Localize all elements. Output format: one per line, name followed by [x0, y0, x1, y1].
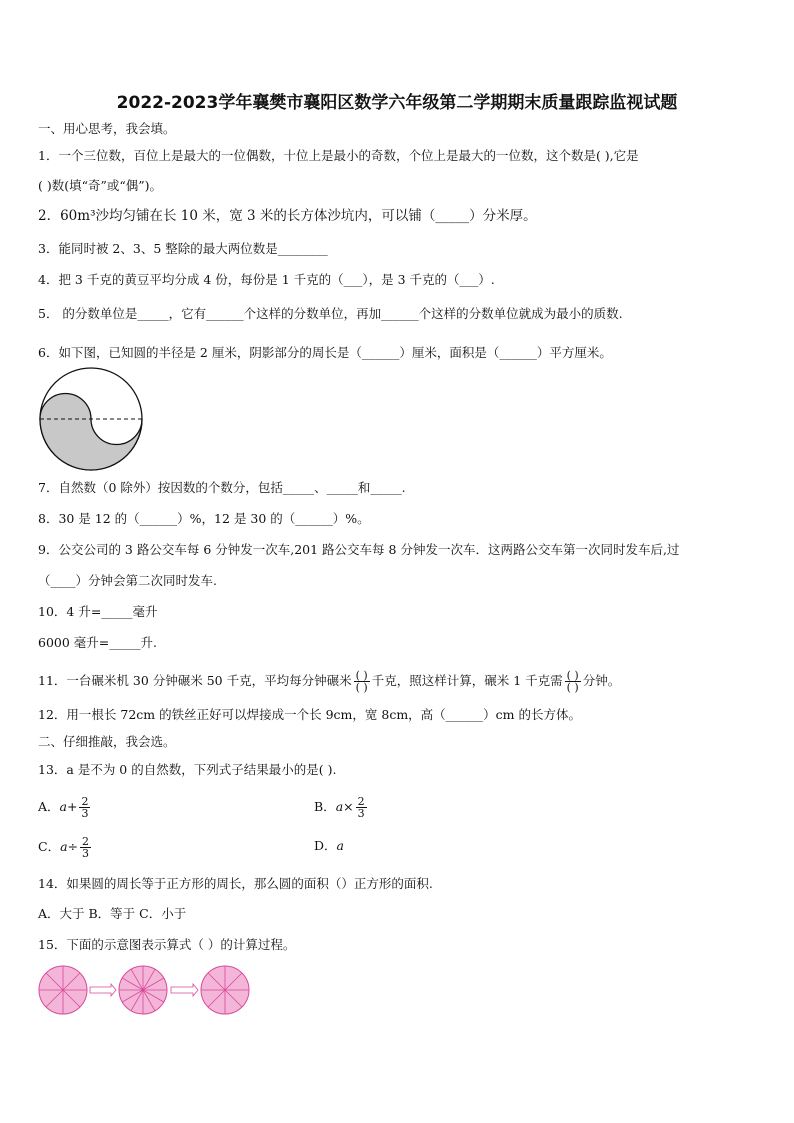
question-12: 12．用一根长 72cm 的铁丝正好可以焊接成一个长 9cm，宽 8cm，高（______）cm 的长方体。 — [38, 707, 582, 722]
question-11-text-2: 千克，照这样计算，碾米 1 千克需 — [371, 673, 563, 688]
question-6: 6．如下图，已知圆的半径是 2 厘米，阴影部分的周长是（______）厘米，面积是（______）平方厘米。 — [38, 345, 612, 360]
option-13-c — [38, 836, 93, 859]
question-2: 2．60m³沙均匀铺在长 10 米，宽 3 米的长方体沙坑内，可以铺（_____）分米厚。 — [38, 208, 537, 224]
arrow-right-icon — [90, 984, 116, 996]
option-b-expr: a× — [335, 799, 354, 814]
option-d-label: D． — [314, 838, 337, 853]
fraction-blank-1-num: ( ) — [355, 669, 368, 682]
option-b-den: 3 — [357, 807, 365, 820]
question-5: 5． 的分数单位是_____，它有______个这样的分数单位，再加______个这样的分数单位就成为最小的质数. — [38, 306, 623, 321]
option-c-den: 3 — [82, 847, 90, 860]
option-c-expr: a÷ — [60, 839, 79, 854]
option-a-label: A． — [38, 799, 60, 814]
fraction-blank-1 — [354, 670, 370, 693]
option-13-d — [314, 838, 344, 854]
question-4: 4．把 3 千克的黄豆平均分成 4 份，每份是 1 千克的（___），是 3 千克的（___）. — [38, 272, 495, 287]
section-2-heading: 二、仔细推敲，我会选。 — [38, 734, 176, 749]
arrow-right-icon — [171, 984, 198, 996]
option-a-num: 2 — [81, 795, 89, 808]
option-a-den: 3 — [81, 807, 89, 820]
option-d-expr: a — [336, 838, 344, 853]
question-11-text-3: 分钟。 — [582, 673, 621, 688]
fraction-blank-2-num: ( ) — [566, 669, 579, 682]
option-c-label: C． — [38, 839, 61, 854]
option-13-b — [314, 796, 369, 819]
fraction-blank-2-den: ( ) — [566, 681, 579, 694]
question-1-line-1: 1．一个三位数，百位上是最大的一位偶数，十位上是最小的奇数，个位上是最大的一位数，这个数是( ),它是 — [38, 148, 639, 163]
option-13-a — [38, 796, 92, 819]
page-title: 2022-2023学年襄樊市襄阳区数学六年级第二学期期末质量跟踪监视试题 — [116, 93, 678, 113]
question-11-text-1: 11．一台碾米机 30 分钟碾米 50 千克，平均每分钟碾米 — [38, 673, 352, 688]
question-11 — [38, 670, 620, 693]
question-7: 7．自然数（0 除外）按因数的个数分，包括_____、_____和_____. — [38, 480, 406, 495]
question-8: 8．30 是 12 的（______）%，12 是 30 的（______）%。 — [38, 511, 370, 526]
question-1-line-2: ( )数(填“奇”或“偶”)。 — [38, 178, 163, 193]
question-13: 13．a 是不为 0 的自然数，下列式子结果最小的是( ). — [38, 762, 337, 777]
yin-yang-circle-figure — [38, 366, 144, 472]
section-1-heading: 一、用心思考，我会填。 — [38, 121, 176, 136]
question-3: 3．能同时被 2、3、5 整除的最大两位数是________ — [38, 241, 328, 256]
option-b-num: 2 — [357, 795, 365, 808]
question-10-line-1: 10．4 升=_____毫升 — [38, 604, 158, 619]
fraction-blank-2 — [565, 670, 581, 693]
option-c-num: 2 — [82, 835, 90, 848]
question-14-options: A．大于 B．等于 C．小于 — [38, 906, 187, 921]
option-b-label: B． — [314, 799, 336, 814]
question-9-line-2: （____）分钟会第二次同时发车. — [38, 573, 217, 588]
question-14: 14．如果圆的周长等于正方形的周长，那么圆的面积（）正方形的面积. — [38, 876, 433, 891]
fraction-blank-1-den: ( ) — [355, 681, 368, 694]
option-a-expr: a+ — [59, 799, 78, 814]
fraction-pie-diagram — [36, 962, 266, 1018]
question-15: 15．下面的示意图表示算式（ ）的计算过程。 — [38, 937, 296, 952]
question-9-line-1: 9．公交公司的 3 路公交车每 6 分钟发一次车,201 路公交车每 8 分钟发一次车．这两路公交车第一次同时发车后,过 — [38, 542, 680, 557]
question-10-line-2: 6000 毫升=_____升. — [38, 635, 157, 650]
